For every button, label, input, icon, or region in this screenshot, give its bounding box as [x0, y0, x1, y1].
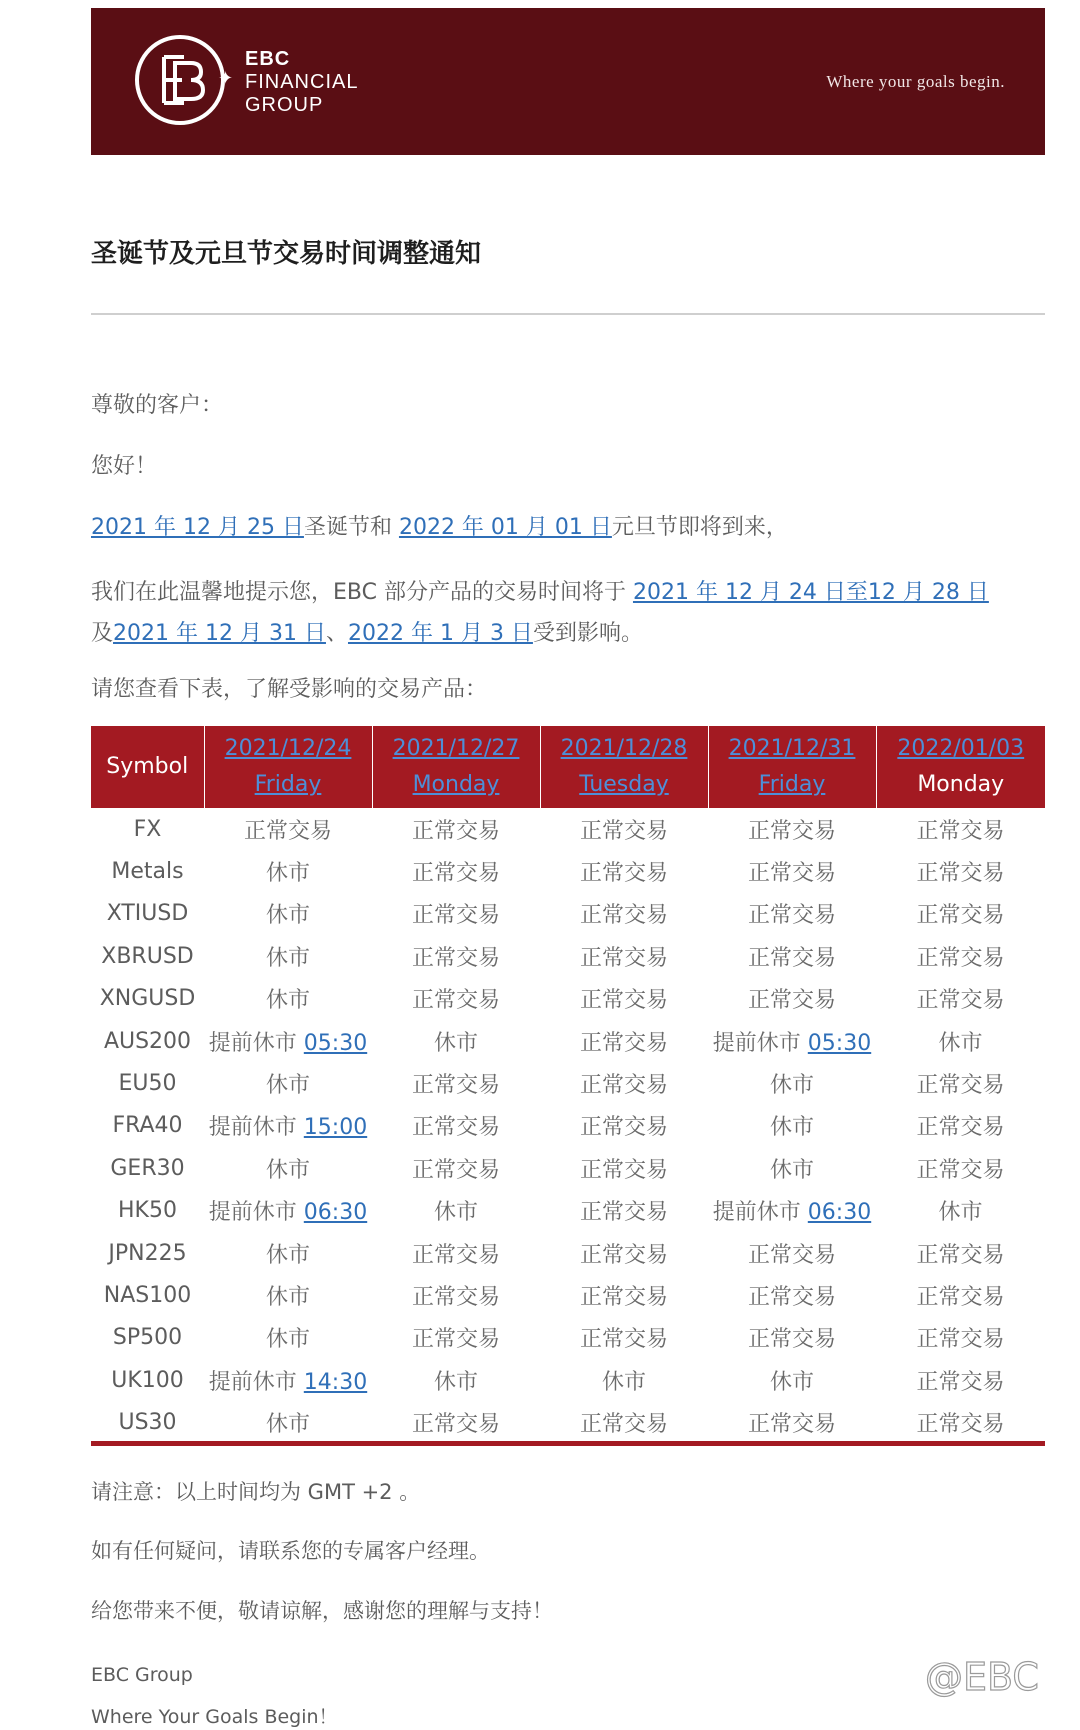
- trading-schedule-table: [91, 726, 1045, 1444]
- status-text: 正常交易: [747, 988, 836, 1014]
- status-text: 正常交易: [411, 1157, 500, 1183]
- status-text: 正常交易: [916, 988, 1005, 1014]
- reminder-text: 我们在此温馨地提示您，EBC 部分产品的交易时间将于: [91, 580, 633, 605]
- status-cell: [708, 808, 876, 850]
- status-cell: [540, 808, 708, 850]
- status-text: 正常交易: [747, 1412, 836, 1438]
- status-text: 提前休市: [208, 1200, 304, 1226]
- col-day-link[interactable]: Tuesday: [579, 772, 669, 797]
- status-cell: [372, 1105, 540, 1147]
- symbol-cell: FX: [133, 816, 162, 842]
- status-text: 提前休市: [208, 1115, 304, 1141]
- status-text: 正常交易: [579, 818, 668, 844]
- status-text: 正常交易: [243, 818, 332, 844]
- symbol-cell: JPN225: [108, 1240, 187, 1266]
- table-row: [91, 1401, 1045, 1443]
- symbol-cell: SP500: [112, 1325, 183, 1351]
- status-text: 正常交易: [579, 1115, 668, 1141]
- status-cell: [204, 935, 372, 977]
- status-cell: [708, 1147, 876, 1189]
- table-row: [91, 893, 1045, 935]
- status-cell: [708, 1190, 876, 1232]
- status-cell: [540, 1062, 708, 1104]
- status-cell: [708, 893, 876, 935]
- holiday-intro: [91, 510, 788, 541]
- col-day-link[interactable]: Friday: [254, 772, 322, 797]
- status-cell: [372, 1190, 540, 1232]
- col-header-3: [540, 726, 708, 808]
- table-row: [91, 1147, 1045, 1189]
- status-text: 休市: [769, 1115, 814, 1141]
- status-text: 正常交易: [747, 945, 836, 971]
- status-text: 休市: [601, 1369, 646, 1395]
- status-cell: [540, 893, 708, 935]
- status-text: 正常交易: [916, 1327, 1005, 1353]
- symbol-cell: NAS100: [103, 1282, 192, 1308]
- and-text: 及: [91, 621, 114, 646]
- status-text: 正常交易: [916, 1369, 1005, 1395]
- status-text: 正常交易: [411, 818, 500, 844]
- symbol-cell: Metals: [111, 859, 184, 885]
- status-cell: [540, 1147, 708, 1189]
- status-text: 休市: [265, 1412, 310, 1438]
- status-text: 休市: [433, 1369, 478, 1395]
- col-header-5: [876, 726, 1045, 808]
- logo-line-3: GROUP: [245, 94, 324, 116]
- status-text: 休市: [265, 903, 310, 929]
- status-text: 正常交易: [579, 1073, 668, 1099]
- ebc-logo-icon: [135, 35, 225, 125]
- status-cell: [372, 1020, 540, 1062]
- status-cell: [876, 1232, 1045, 1274]
- greeting-salutation: 尊敬的客户：: [91, 393, 224, 418]
- col-header-1: [204, 726, 372, 808]
- col-date-link[interactable]: 2022/01/03: [897, 736, 1025, 761]
- symbol-cell: US30: [118, 1410, 177, 1436]
- status-text: 正常交易: [916, 1157, 1005, 1183]
- status-text: 提前休市: [712, 1200, 808, 1226]
- status-cell: [876, 850, 1045, 892]
- status-cell: [540, 1020, 708, 1062]
- header-tagline: Where your goals begin.: [826, 72, 1005, 91]
- status-cell: [708, 1317, 876, 1359]
- status-text: 休市: [265, 1284, 310, 1310]
- status-cell: [540, 978, 708, 1020]
- status-text: 正常交易: [411, 945, 500, 971]
- symbol-cell: AUS200: [103, 1028, 192, 1054]
- status-text: 休市: [769, 1073, 814, 1099]
- status-cell: [876, 1359, 1045, 1401]
- status-cell: [204, 1062, 372, 1104]
- status-cell: [540, 1105, 708, 1147]
- status-cell: [372, 978, 540, 1020]
- symbol-cell: HK50: [118, 1198, 177, 1224]
- status-text: 正常交易: [916, 1073, 1005, 1099]
- affected-text: 受到影响。: [532, 621, 643, 646]
- status-text: 提前休市: [208, 1030, 304, 1056]
- status-cell: [876, 1020, 1045, 1062]
- table-row: [91, 1274, 1045, 1316]
- jan3-date-link[interactable]: 2022 年 1 月 3 日: [347, 621, 533, 646]
- status-cell: [372, 1401, 540, 1443]
- status-text: 休市: [433, 1030, 478, 1056]
- status-text: 休市: [265, 1157, 310, 1183]
- table-row: [91, 1020, 1045, 1062]
- status-cell: [876, 935, 1045, 977]
- status-cell: [708, 1232, 876, 1274]
- table-body: [91, 808, 1045, 1444]
- status-text: 正常交易: [916, 945, 1005, 971]
- status-text: 正常交易: [747, 1242, 836, 1268]
- status-cell: [708, 1359, 876, 1401]
- symbol-cell: EU50: [118, 1071, 177, 1097]
- status-text: 正常交易: [916, 1412, 1005, 1438]
- header-banner: [91, 8, 1045, 155]
- status-text: 休市: [433, 1200, 478, 1226]
- status-text: 休市: [265, 861, 310, 887]
- new-year-date-link[interactable]: 2022 年 01 月 01 日: [398, 515, 612, 540]
- status-text: 正常交易: [579, 1030, 668, 1056]
- col-header-2: [372, 726, 540, 808]
- symbol-cell: XBRUSD: [101, 943, 194, 969]
- close-time-link[interactable]: 05:30: [303, 1030, 368, 1056]
- page-title: 圣诞节及元旦节交易时间调整通知: [91, 239, 482, 269]
- status-text: 休市: [265, 1073, 310, 1099]
- status-text: 正常交易: [916, 818, 1005, 844]
- apology-note: 给您带来不便，敬请谅解，感谢您的理解与支持！: [91, 1599, 553, 1623]
- status-cell: [204, 1232, 372, 1274]
- status-cell: [372, 1317, 540, 1359]
- close-time-link[interactable]: 06:30: [807, 1200, 872, 1226]
- star-icon: ✦: [218, 68, 234, 89]
- status-cell: [372, 850, 540, 892]
- status-text: 正常交易: [411, 1073, 500, 1099]
- status-text: 正常交易: [579, 1327, 668, 1353]
- status-text: 正常交易: [579, 945, 668, 971]
- status-cell: [708, 1062, 876, 1104]
- status-cell: [708, 1105, 876, 1147]
- status-cell: [876, 1317, 1045, 1359]
- status-cell: [540, 1274, 708, 1316]
- status-cell: [540, 1317, 708, 1359]
- status-text: 正常交易: [747, 818, 836, 844]
- signature-slogan: Where Your Goals Begin！: [91, 1706, 338, 1728]
- weibo-watermark: @EBC: [925, 1655, 1039, 1699]
- holiday-text-2: 元旦节即将到来，: [611, 515, 788, 540]
- status-text: 正常交易: [916, 903, 1005, 929]
- status-cell: [204, 1190, 372, 1232]
- status-text: 正常交易: [579, 861, 668, 887]
- table-row: [91, 935, 1045, 977]
- timezone-note: 请注意：以上时间均为 GMT +2 。: [91, 1480, 421, 1504]
- table-row: [91, 1232, 1045, 1274]
- status-cell: [876, 1147, 1045, 1189]
- status-cell: [876, 1401, 1045, 1443]
- symbol-cell: GER30: [110, 1155, 185, 1181]
- status-text: 休市: [769, 1369, 814, 1395]
- status-text: 正常交易: [411, 1412, 500, 1438]
- col-day-link[interactable]: Monday: [412, 772, 500, 797]
- status-text: 正常交易: [411, 988, 500, 1014]
- col-header-4: [708, 726, 876, 808]
- close-time-link[interactable]: 14:30: [303, 1369, 368, 1395]
- logo-wordmark: [245, 48, 358, 117]
- symbol-cell: XTIUSD: [106, 901, 189, 927]
- status-cell: [372, 1359, 540, 1401]
- col-day-label: Monday: [917, 772, 1005, 797]
- status-cell: [876, 1190, 1045, 1232]
- status-cell: [708, 1274, 876, 1316]
- status-text: 正常交易: [579, 1242, 668, 1268]
- symbol-cell: FRA40: [112, 1113, 183, 1139]
- status-cell: [204, 1147, 372, 1189]
- table-row: [91, 1062, 1045, 1104]
- status-cell: [204, 1317, 372, 1359]
- affected-dates-paragraph: [91, 572, 1051, 654]
- status-cell: [372, 1232, 540, 1274]
- status-text: 休市: [938, 1200, 983, 1226]
- status-cell: [540, 1359, 708, 1401]
- status-cell: [540, 1401, 708, 1443]
- status-text: 正常交易: [411, 903, 500, 929]
- close-time-link[interactable]: 05:30: [807, 1030, 872, 1056]
- table-row: [91, 808, 1045, 850]
- status-text: 休市: [265, 1242, 310, 1268]
- status-text: 正常交易: [411, 1115, 500, 1141]
- symbol-cell: UK100: [111, 1367, 184, 1393]
- contact-note: 如有任何疑问，请联系您的专属客户经理。: [91, 1539, 490, 1563]
- status-text: 正常交易: [916, 1284, 1005, 1310]
- status-cell: [204, 1401, 372, 1443]
- status-cell: [876, 1062, 1045, 1104]
- status-text: 正常交易: [916, 861, 1005, 887]
- status-cell: [876, 1105, 1045, 1147]
- status-cell: [204, 1105, 372, 1147]
- status-cell: [372, 893, 540, 935]
- holiday-text-1: 圣诞节和: [303, 515, 399, 540]
- greeting-hello: 您好！: [91, 454, 158, 479]
- status-cell: [372, 808, 540, 850]
- col-date-link[interactable]: 2021/12/28: [560, 736, 688, 761]
- status-text: 正常交易: [579, 1157, 668, 1183]
- logo-line-2: FINANCIAL: [245, 71, 359, 93]
- status-text: 休市: [769, 1157, 814, 1183]
- status-text: 正常交易: [747, 1284, 836, 1310]
- status-text: 休市: [265, 1327, 310, 1353]
- status-text: 正常交易: [747, 903, 836, 929]
- status-text: 正常交易: [916, 1115, 1005, 1141]
- status-text: 正常交易: [579, 1200, 668, 1226]
- status-cell: [708, 1020, 876, 1062]
- close-time-link[interactable]: 06:30: [303, 1200, 368, 1226]
- status-text: 提前休市: [208, 1369, 304, 1395]
- signature-company: EBC Group: [91, 1664, 193, 1686]
- table-bottom-border: [91, 1441, 1045, 1446]
- status-text: 正常交易: [579, 1284, 668, 1310]
- title-divider: [91, 313, 1045, 315]
- symbol-header: Symbol: [91, 726, 204, 808]
- status-cell: [708, 935, 876, 977]
- col-date-link[interactable]: 2021/12/24: [224, 736, 352, 761]
- status-text: 提前休市: [712, 1030, 808, 1056]
- status-cell: [204, 893, 372, 935]
- status-cell: [876, 893, 1045, 935]
- separator-text: 、: [325, 621, 348, 646]
- logo-line-1: EBC: [245, 48, 291, 70]
- status-cell: [876, 1274, 1045, 1316]
- col-date-link[interactable]: 2021/12/27: [392, 736, 520, 761]
- status-text: 正常交易: [747, 861, 836, 887]
- status-text: 休市: [265, 945, 310, 971]
- status-cell: [540, 1190, 708, 1232]
- status-cell: [204, 1274, 372, 1316]
- table-intro: 请您查看下表，了解受影响的交易产品：: [91, 677, 488, 702]
- status-text: 正常交易: [411, 1327, 500, 1353]
- status-cell: [540, 850, 708, 892]
- status-cell: [372, 1062, 540, 1104]
- status-text: 正常交易: [411, 1242, 500, 1268]
- table-row: [91, 1359, 1045, 1401]
- table-row: [91, 850, 1045, 892]
- status-text: 正常交易: [916, 1242, 1005, 1268]
- status-text: 休市: [938, 1030, 983, 1056]
- status-cell: [372, 935, 540, 977]
- status-text: 休市: [265, 988, 310, 1014]
- dec31-date-link[interactable]: 2021 年 12 月 31 日: [113, 621, 326, 646]
- status-cell: [204, 1359, 372, 1401]
- status-text: 正常交易: [579, 1412, 668, 1438]
- status-cell: [372, 1274, 540, 1316]
- status-cell: [540, 935, 708, 977]
- christmas-date-link[interactable]: 2021 年 12 月 25 日: [91, 515, 304, 540]
- status-cell: [204, 850, 372, 892]
- col-date-link[interactable]: 2021/12/31: [728, 736, 856, 761]
- status-cell: [708, 1401, 876, 1443]
- status-cell: [876, 808, 1045, 850]
- date-range-link[interactable]: 2021 年 12 月 24 日至12 月 28 日: [632, 580, 989, 605]
- status-cell: [204, 1020, 372, 1062]
- col-day-link[interactable]: Friday: [758, 772, 826, 797]
- table-row: [91, 1190, 1045, 1232]
- status-text: 正常交易: [411, 861, 500, 887]
- status-cell: [204, 808, 372, 850]
- table-row: [91, 1105, 1045, 1147]
- table-header-row: [91, 726, 1045, 808]
- table-row: [91, 1317, 1045, 1359]
- status-cell: [372, 1147, 540, 1189]
- status-text: 正常交易: [579, 903, 668, 929]
- status-cell: [204, 978, 372, 1020]
- status-cell: [876, 978, 1045, 1020]
- status-cell: [540, 1232, 708, 1274]
- status-text: 正常交易: [579, 988, 668, 1014]
- table-row: [91, 978, 1045, 1020]
- close-time-link[interactable]: 15:00: [303, 1115, 368, 1141]
- status-cell: [708, 850, 876, 892]
- status-text: 正常交易: [747, 1327, 836, 1353]
- status-cell: [708, 978, 876, 1020]
- symbol-cell: XNGUSD: [99, 986, 196, 1012]
- status-text: 正常交易: [411, 1284, 500, 1310]
